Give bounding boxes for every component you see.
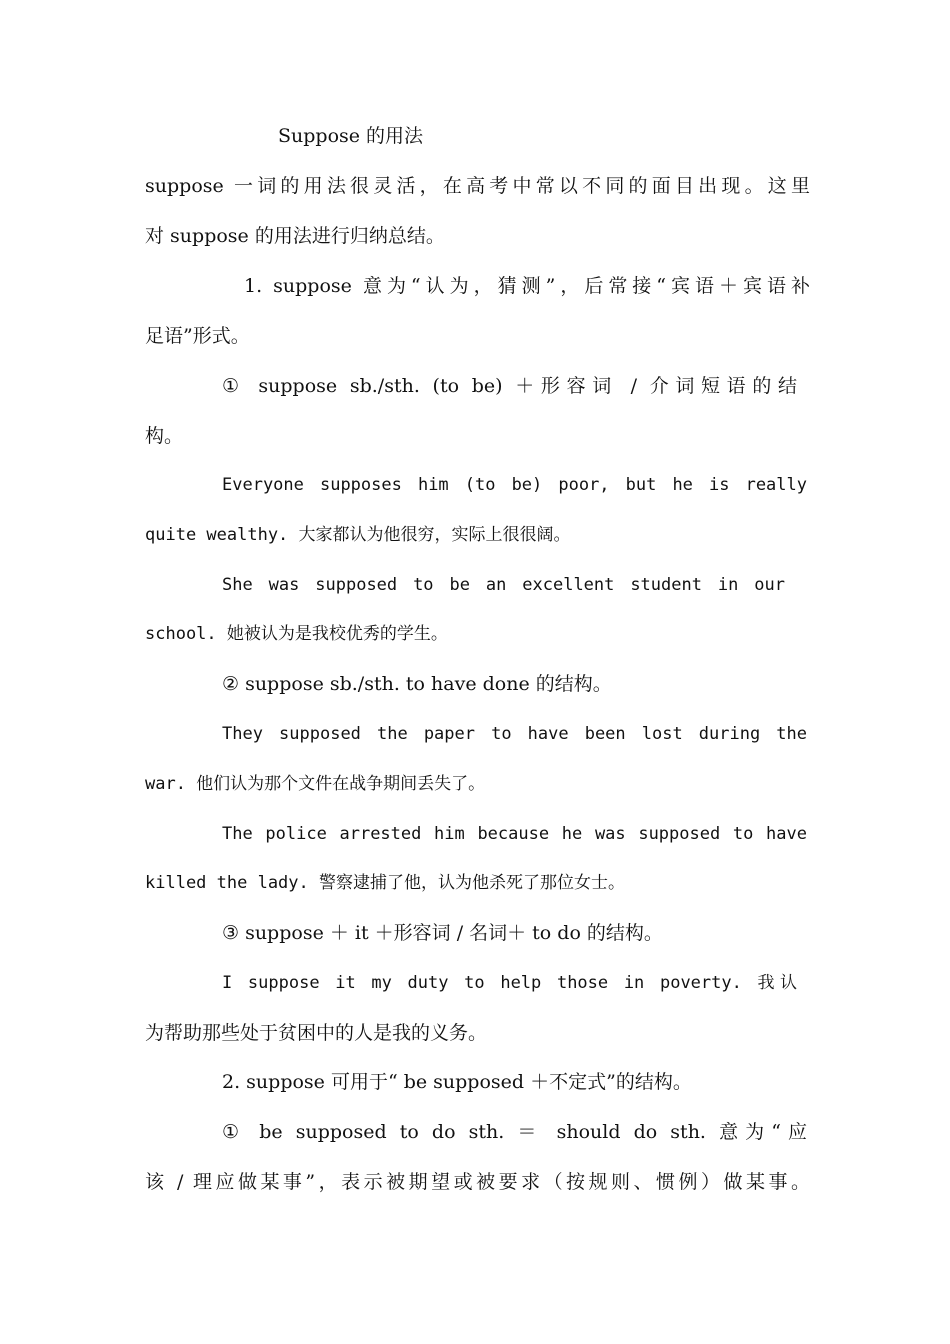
example-2-line-1: She was supposed to be an excellent student in our [222,575,785,595]
page-title: Suppose 的用法 [278,125,424,147]
usage-3-line: ③ suppose ＋ it ＋形容词 / 名词＋ to do 的结构。 [222,922,663,944]
example-1-line-1: Everyone supposes him (to be) poor, but he is really [222,475,807,495]
example-3-line-1: They supposed the paper to have been lost during the [222,724,807,744]
usage-1-line-2: 构。 [145,425,184,447]
usage-4-line-1: ① be supposed to do sth. ＝ should do sth. 意为“应 [222,1121,807,1143]
example-4-line-2: killed the lady. 警察逮捕了他，认为他杀死了那位女士。 [145,873,625,893]
example-3-line-2: war. 他们认为那个文件在战争期间丢失了。 [145,774,486,794]
example-5-line-1: I suppose it my duty to help those in poverty. 我认 [222,973,797,993]
intro-line-1: suppose 一词的用法很灵活，在高考中常以不同的面目出现。这里 [145,175,810,197]
usage-4-line-2: 该 / 理应做某事”，表示被期望或被要求（按规则、惯例）做某事。 [145,1171,810,1193]
usage-2-line: ② suppose sb./sth. to have done 的结构。 [222,673,612,695]
example-2-line-2: school. 她被认为是我校优秀的学生。 [145,624,448,644]
section-1-heading-line-2: 足语”形式。 [145,325,250,347]
example-1-line-2: quite wealthy. 大家都认为他很穷，实际上很很阔。 [145,525,571,545]
intro-line-2: 对 suppose 的用法进行归纳总结。 [145,225,445,247]
example-5-line-2: 为帮助那些处于贫困中的人是我的义务。 [145,1022,488,1044]
section-1-heading-line-1: 1. suppose 意为“认为，猜测”，后常接“宾语＋宾语补 [244,275,810,297]
usage-1-line-1: ① suppose sb./sth. (to be) ＋形容词 / 介词短语的结 [222,375,797,397]
example-4-line-1: The police arrested him because he was supposed to have [222,824,807,844]
section-2-heading: 2. suppose 可用于“ be supposed ＋不定式”的结构。 [222,1071,692,1093]
